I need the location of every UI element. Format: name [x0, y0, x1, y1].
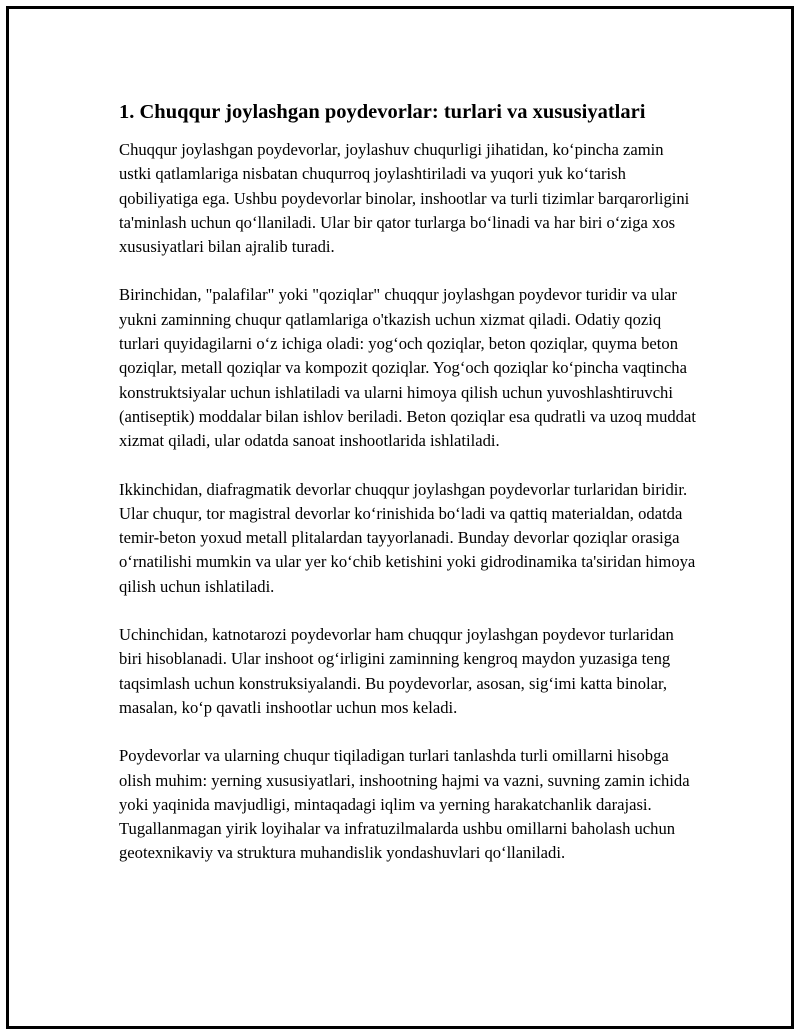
- paragraph-intro: Chuqqur joylashgan poydevorlar, joylashuv chuqurligi jihatidan, ko‘pincha zamin ustki qatlamlariga nisbatan chuqurroq joylashtiriladi va yuqori yuk ko‘tarish qobiliyatiga ega. Ushbu poydevorlar binolar, inshootlar va turli tizimlar barqarorligini ta'minlash uchun qo‘llaniladi. Ular bir qator turlarga bo‘linadi va har biri o‘ziga xos xususiyatlari bilan ajralib turadi.: [119, 140, 690, 257]
- document-body: [119, 99, 699, 890]
- paragraph-selection-factors: Poydevorlar va ularning chuqur tiqiladigan turlari tanlashda turli omillarni hisobga olish muhim: yerning xususiyatlari, inshootning hajmi va vazni, suvning zamin ichida yoki yaqinida mavjudligi, mintaqadagi iqlim va yerning harakatchanlik darajasi. Tugallanmagan yirik loyihalar va infratuzilmalarda ushbu omillarni baholash uchun geotexnikaviy va struktura muhandislik yondashuvlari qo‘llaniladi.: [119, 746, 690, 863]
- paragraph-raft-foundations: Uchinchidan, katnotarozi poydevorlar ham chuqqur joylashgan poydevor turlaridan biri hisoblanadi. Ular inshoot og‘irligini zaminning kengroq maydon yuzasiga teng taqsimlash uchun konstruksiyalandi. Bu poydevorlar, asosan, sig‘imi katta binolar, masalan, ko‘p qavatli inshootlar uchun mos keladi.: [119, 625, 674, 717]
- paragraph-piles: Birinchidan, "palafilar" yoki "qoziqlar" chuqqur joylashgan poydevor turidir va ular yukni zaminning chuqur qatlamlariga o'tkazish uchun xizmat qiladi. Odatiy qoziq turlari quyidagilarni o‘z ichiga oladi: yog‘och qoziqlar, beton qoziqlar, quyma beton qoziqlar, metall qoziqlar va kompozit qoziqlar. Yog‘och qoziqlar ko‘pincha vaqtincha konstruktsiyalar uchun ishlatiladi va ularni himoya qilish uchun yuvoshlashtiruvchi (antiseptik) moddalar bilan ishlov beriladi. Beton qoziqlar esa qudratli va uzoq muddat xizmat qiladi, ular odatda sanoat inshootlarida ishlatiladi.: [119, 285, 696, 451]
- paragraph-diaphragm-walls: Ikkinchidan, diafragmatik devorlar chuqqur joylashgan poydevorlar turlaridan biridir. Ular chuqur, tor magistral devorlar ko‘rinishida bo‘ladi va qattiq materialdan, odatda temir-beton yoxud metall plitalardan tayyorlanadi. Bunday devorlar qoziqlar orasiga o‘rnatilishi mumkin va ular yer ko‘chib ketishini yoki gidrodinamika ta'siridan himoya qilish uchun ishlatiladi.: [119, 479, 696, 596]
- page-frame: [6, 6, 794, 1029]
- document-heading: 1. Chuqqur joylashgan poydevorlar: turlari va xususiyatlari: [119, 101, 646, 123]
